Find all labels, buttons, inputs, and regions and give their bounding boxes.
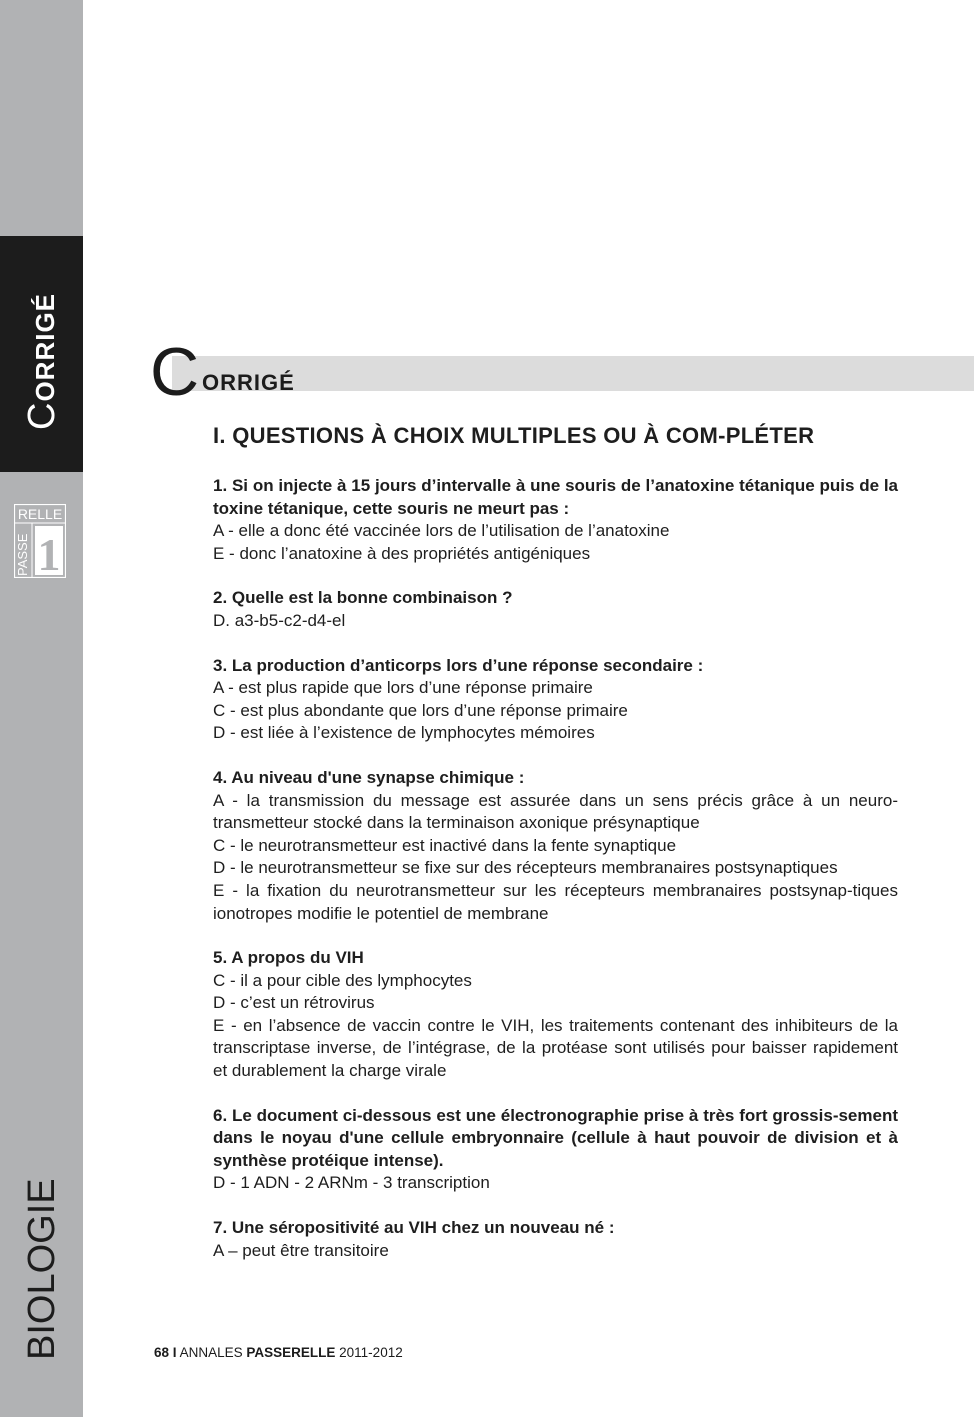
passerelle-1-logo [14, 504, 66, 578]
question-text: 1. Si on injecte à 15 jours d’intervalle à une souris de l’anatoxine tétanique puis de la toxine tétanique, cette souris ne meurt pas : [213, 476, 898, 518]
answer-text: E - donc l’anatoxine à des propriétés antigéniques [213, 543, 591, 563]
footer [154, 1345, 403, 1360]
corrige-tab-label-rest: ORRIGÉ [30, 292, 60, 402]
question-block [213, 475, 898, 565]
question-block [213, 655, 898, 745]
logo-word-top: RELLE [17, 506, 63, 522]
heading-title: ORRIGÉ [202, 370, 295, 395]
question-list [213, 475, 898, 1262]
answer-text: D. a3-b5-c2-d4-el [213, 610, 346, 630]
logo-word-side: PASSE [15, 533, 30, 576]
footer-brand: PASSERELLE [246, 1345, 336, 1360]
question-block [213, 1217, 898, 1262]
footer-years: 2011-2012 [339, 1345, 403, 1360]
question-text: 7. Une séropositivité au VIH chez un nouveau né : [213, 1218, 615, 1238]
question-block [213, 587, 898, 632]
footer-annales: ANNALES [179, 1345, 243, 1360]
logo-number: 1 [37, 529, 61, 578]
answer-text: A - la transmission du message est assurée dans un sens précis grâce à un neuro-transmetteur stocké dans la terminaison axonique présynaptique [213, 790, 898, 833]
corrige-tab-label [21, 292, 63, 430]
section-title: I. QUESTIONS À CHOIX MULTIPLES OU À COM-PLÉTER [213, 423, 815, 448]
answer-text: A – peut être transitoire [213, 1240, 389, 1260]
answer-text: E - en l’absence de vaccin contre le VIH, les traitements contenant des inhibiteurs de la transcriptase inverse, de l’intégrase, de la protéase sont utilisés pour baisser rapidement et durablement la charge virale [213, 1015, 898, 1081]
answer-text: D - est liée à l’existence de lymphocytes mémoires [213, 723, 595, 743]
answer-text: C - le neurotransmetteur est inactivé dans la fente synaptique [213, 835, 677, 855]
question-text: 5. A propos du VIH [213, 948, 364, 968]
content [213, 422, 898, 1284]
answer-text: E - la fixation du neurotransmetteur sur les récepteurs membranaires postsynap-tiques ionotropes modifie le potentiel de membrane [213, 880, 898, 923]
answer-text: A - est plus rapide que lors d’une réponse primaire [213, 678, 593, 698]
question-text: 4. Au niveau d'une synapse chimique : [213, 767, 525, 787]
question-block [213, 767, 898, 925]
question-block [213, 947, 898, 1083]
answer-text: A - elle a donc été vaccinée lors de l’utilisation de l’anatoxine [213, 521, 670, 541]
corrige-tab-label-cap: C [21, 401, 63, 430]
answer-text: D - le neurotransmetteur se fixe sur des récepteurs membranaires postsynaptiques [213, 858, 838, 878]
subject-label: BIOLOGIE [21, 1178, 63, 1360]
question-text: 6. Le document ci-dessous est une électronographie prise à très fort grossis-sement dans le noyau d'une cellule embryonnaire (cellule à haut pouvoir de division et à synthèse protéique intense). [213, 1105, 898, 1170]
answer-text: C - il a pour cible des lymphocytes [213, 970, 472, 990]
answer-text: D - c’est un rétrovirus [213, 993, 375, 1013]
question-text: 3. La production d’anticorps lors d’une réponse secondaire : [213, 655, 704, 675]
answer-text: D - 1 ADN - 2 ARNm - 3 transcription [213, 1173, 490, 1193]
question-block [213, 1105, 898, 1195]
page-number: 68 [154, 1345, 170, 1360]
footer-separator: I [172, 1345, 177, 1360]
heading-initial: C [150, 334, 200, 410]
answer-text: C - est plus abondante que lors d’une réponse primaire [213, 700, 628, 720]
question-text: 2. Quelle est la bonne combinaison ? [213, 588, 513, 608]
